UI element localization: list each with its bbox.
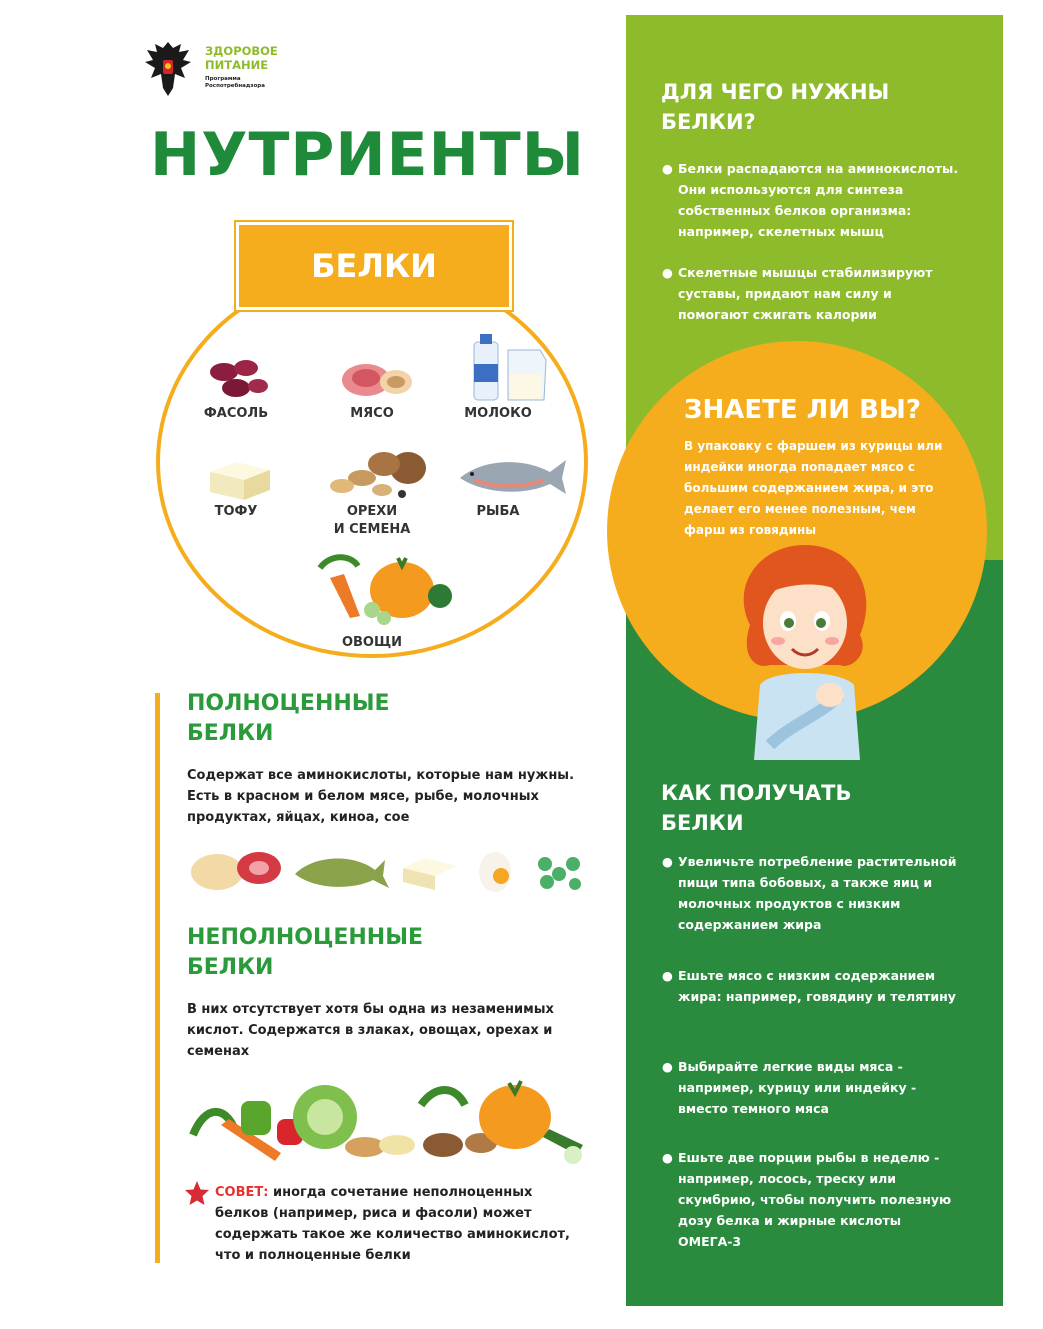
how-item-text: Выбирайте легкие виды мяса - например, курицу или индейку - вместо темного мяса (678, 1059, 917, 1116)
bullet-icon: ● (662, 1150, 673, 1165)
beans-icon (200, 350, 280, 410)
how-to-get-proteins-title: КАК ПОЛУЧАТЬ БЕЛКИ (661, 781, 852, 835)
section-accent-bar (155, 693, 160, 1263)
how-item (662, 965, 962, 1007)
vegetables-icon (310, 548, 460, 628)
logo (143, 38, 303, 108)
how-item (662, 1056, 962, 1119)
nuts-icon (322, 444, 430, 504)
did-you-know-text: В упаковку с фаршем из курицы или индейки иногда попадает мясо с большим содержанием жира, и это делает его менее полезным, чем фарш из говядины (684, 439, 943, 537)
tip-text (215, 1182, 585, 1266)
girl-illustration (730, 545, 880, 760)
complete-proteins-title: ПОЛНОЦЕННЫЕ БЕЛКИ (187, 691, 390, 746)
incomplete-proteins-text: В них отсутствует хотя бы одна из незаменимых кислот. Содержатся в злаках, овощах, орехах и семенах (187, 1002, 554, 1059)
bullet-icon: ● (662, 1059, 673, 1074)
tip-label: СОВЕТ: (215, 1185, 269, 1200)
food-label-fish: РЫБА (476, 504, 520, 519)
fish-icon (454, 450, 570, 500)
why-proteins-title: ДЛЯ ЧЕГО НУЖНЫ БЕЛКИ? (661, 80, 890, 134)
milk-icon (468, 330, 558, 405)
logo-title: ЗДОРОВОЕ ПИТАНИЕ (205, 44, 278, 72)
incomplete-proteins-title: НЕПОЛНОЦЕННЫЕ БЕЛКИ (187, 925, 424, 980)
meat-icon (336, 350, 416, 410)
food-label-meat: МЯСО (350, 406, 394, 421)
how-item-text: Ешьте две порции рыбы в неделю - например, лосось, треску или скумбрию, чтобы получить полезную дозу белка и жирные кислоты ОМЕГА-3 (678, 1150, 952, 1249)
complete-proteins-foods-illustration (185, 840, 595, 900)
how-item (662, 1147, 962, 1252)
food-label-milk: МОЛОКО (464, 406, 532, 421)
tofu-icon (200, 448, 280, 508)
page-title: НУТРИЕНТЫ (150, 120, 585, 190)
food-label-nuts: ОРЕХИ И СЕМЕНА (333, 504, 411, 537)
incomplete-proteins-foods-illustration (185, 1075, 595, 1170)
bullet-icon: ● (662, 161, 673, 176)
why-item-text: Скелетные мышцы стабилизируют суставы, придают нам силу и помогают сжигать калории (678, 265, 933, 322)
why-item (662, 262, 962, 325)
food-label-tofu: ТОФУ (214, 504, 258, 519)
bullet-icon: ● (662, 265, 673, 280)
tip-body: иногда сочетание неполноценных белков (например, риса и фасоли) может содержать такое же количество аминокислот, что и полноценные белки (215, 1185, 570, 1263)
how-item (662, 851, 962, 935)
did-you-know-title: ЗНАЕТЕ ЛИ ВЫ? (684, 395, 921, 425)
protein-heading-box (236, 222, 512, 310)
complete-proteins-text: Содержат все аминокислоты, которые нам нужны. Есть в красном и белом мясе, рыбе, молочных продуктах, яйцах, киноа, сое (187, 768, 575, 825)
bullet-icon: ● (662, 968, 673, 983)
how-item-text: Увеличьте потребление растительной пищи типа бобовых, а также яиц и молочных продуктов с низким содержанием жира (678, 854, 957, 932)
why-item-text: Белки распадаются на аминокислоты. Они используются для синтеза собственных белков организма: например, скелетных мышц (678, 161, 959, 239)
food-label-beans: ФАСОЛЬ (203, 406, 269, 421)
why-item (662, 158, 962, 242)
food-label-vegetables: ОВОЩИ (341, 635, 403, 650)
logo-subtitle: Программа Роспотребнадзора (205, 76, 265, 89)
protein-heading: БЕЛКИ (311, 247, 437, 285)
star-icon (184, 1180, 210, 1206)
how-item-text: Ешьте мясо с низким содержанием жира: например, говядину и телятину (678, 968, 956, 1004)
bullet-icon: ● (662, 854, 673, 869)
eagle-emblem-icon (143, 38, 193, 100)
